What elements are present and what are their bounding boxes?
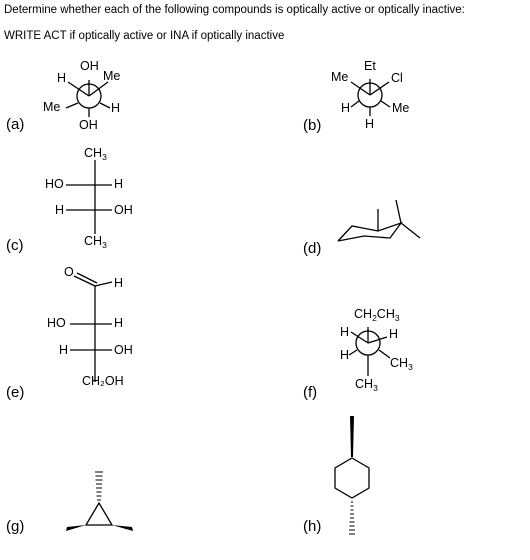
c-row1-right: H xyxy=(114,177,124,191)
fischer-projection-c xyxy=(66,160,112,234)
b-front-right-label: Cl xyxy=(391,71,403,85)
c-row1-left: HO xyxy=(45,177,64,191)
e-row2-left: H xyxy=(59,343,69,357)
b-back-left-label: H xyxy=(341,101,351,115)
f-back-left-label: H xyxy=(340,325,350,339)
label-h: (h) xyxy=(303,518,322,535)
chair-cyclohexane-d xyxy=(338,200,420,241)
b-top-label: Et xyxy=(364,59,376,73)
e-carbonyl-o: O xyxy=(64,265,74,279)
label-b: (b) xyxy=(303,117,322,134)
a-back-left-label: Me xyxy=(43,100,61,114)
c-row2-right: OH xyxy=(114,203,133,217)
label-c: (c) xyxy=(6,237,24,254)
question-line-1: Determine whether each of the following compounds is optically active or optically inactive: xyxy=(4,4,465,16)
b-front-left-label: Me xyxy=(331,70,349,84)
e-row1-right: H xyxy=(114,316,124,330)
f-front-right-label: H xyxy=(389,327,399,341)
f-back-right-ch3: $CH_3$ xyxy=(390,356,413,372)
b-back-right-label: Me xyxy=(392,101,410,115)
label-a: (a) xyxy=(6,116,25,133)
c-bottom-ch3: $CH_3$ xyxy=(84,234,107,250)
a-front-left-label: H xyxy=(57,71,67,85)
stereo-bonds-h xyxy=(349,416,355,534)
e-row2-right: OH xyxy=(114,343,133,357)
a-front-right-label: Me xyxy=(103,69,121,83)
e-row1-left: HO xyxy=(47,316,66,330)
newman-projection-f xyxy=(349,327,390,376)
cyclopropane-g xyxy=(86,503,112,525)
a-bottom-label: OH xyxy=(79,118,98,132)
stereo-bonds-g xyxy=(66,472,133,531)
b-bottom-label: H xyxy=(365,117,375,131)
label-f: (f) xyxy=(303,384,318,401)
a-back-right-label: H xyxy=(111,101,121,115)
f-top-ethyl: $CH_2CH_3$ xyxy=(354,307,400,323)
f-bottom-ch3: $CH_3$ xyxy=(355,377,378,393)
label-d: (d) xyxy=(303,240,322,257)
label-e: (e) xyxy=(6,384,25,401)
c-row2-left: H xyxy=(55,203,65,217)
question-line-2: WRITE ACT if optically active or INA if optically inactive xyxy=(4,30,285,42)
newman-projection-a xyxy=(66,80,110,117)
label-g: (g) xyxy=(6,518,25,535)
e-aldehyde-h: H xyxy=(114,276,124,290)
fischer-projection-e xyxy=(70,273,112,382)
cyclohexane-h xyxy=(335,458,369,498)
c-top-ch3: $CH_3$ xyxy=(84,146,107,162)
e-bottom-ch2oh: CH₂OH xyxy=(82,374,124,388)
newman-projection-b xyxy=(351,79,390,116)
f-front-left-label: H xyxy=(340,348,350,362)
a-top-label: OH xyxy=(80,59,99,73)
